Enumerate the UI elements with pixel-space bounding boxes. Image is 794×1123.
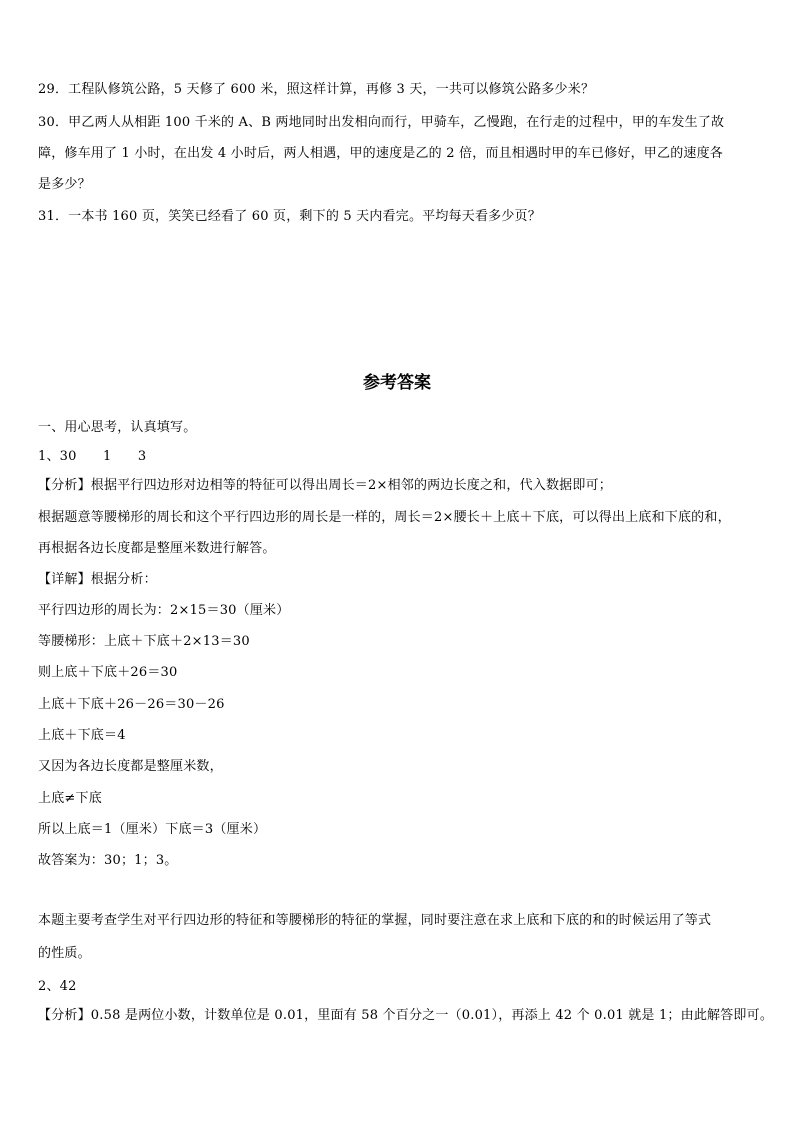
answer-1-step-4: 上底＋下底＋26－26＝30－26	[38, 697, 225, 712]
section-1-heading: 一、用心思考，认真填写。	[38, 420, 197, 435]
question-30-line-3: 是多少？	[38, 177, 91, 192]
question-29: 29．工程队修筑公路，5 天修了 600 米，照这样计算，再修 3 天，一共可以修筑公路多少米？	[38, 82, 595, 97]
answer-1-step-9: 故答案为：30；1；3。	[38, 853, 178, 868]
question-31: 31．一本书 160 页，笑笑已经看了 60 页，剩下的 5 天内看完。平均每天看多少页？	[38, 209, 541, 224]
question-30-line-1: 30．甲乙两人从相距 100 千米的 A、B 两地同时出发相向而行，甲骑车，乙慢跑，在行走的过程中，甲的车发生了故	[38, 115, 725, 130]
answers-title: 参考答案	[363, 373, 431, 393]
answer-2-header: 2、42	[38, 979, 77, 994]
answer-1-note-line-1: 本题主要考查学生对平行四边形的特征和等腰梯形的特征的掌握，同时要注意在求上底和下底的和的时候运用了等式	[38, 913, 712, 928]
answer-1-detail-label: 【详解】根据分析：	[38, 572, 157, 587]
answer-1-step-6: 又因为各边长度都是整厘米数，	[38, 759, 223, 774]
answer-1-step-5: 上底＋下底＝4	[38, 728, 126, 743]
answer-1-analysis-line-1: 【分析】根据平行四边形对边相等的特征可以得出周长＝2×相邻的两边长度之和，代入数据即可；	[38, 478, 612, 493]
answer-1-step-7: 上底≠下底	[38, 791, 102, 806]
question-30-line-2: 障，修车用了 1 小时，在出发 4 小时后，两人相遇，甲的速度是乙的 2 倍，而且相遇时甲的车已修好，甲乙的速度各	[38, 146, 724, 161]
answer-1-note-line-2: 的性质。	[38, 946, 91, 961]
answer-1-step-1: 平行四边形的周长为：2×15＝30（厘米）	[38, 603, 290, 618]
answer-1-step-2: 等腰梯形：上底＋下底＋2×13＝30	[38, 634, 250, 649]
answer-1-step-3: 则上底＋下底＋26＝30	[38, 665, 178, 680]
answer-1-header: 1、30 1 3	[38, 449, 147, 464]
answer-1-analysis-line-3: 再根据各边长度都是整厘米数进行解答。	[38, 541, 276, 556]
answer-1-step-8: 所以上底＝1（厘米）下底＝3（厘米）	[38, 822, 267, 837]
answer-1-analysis-line-2: 根据题意等腰梯形的周长和这个平行四边形的周长是一样的，周长＝2×腰长＋上底＋下底，可以得出上底和下底的和，	[38, 510, 731, 525]
answer-2-analysis: 【分析】0.58 是两位小数，计数单位是 0.01，里面有 58 个百分之一（0.01），再添上 42 个 0.01 就是 1；由此解答即可。	[38, 1008, 774, 1023]
